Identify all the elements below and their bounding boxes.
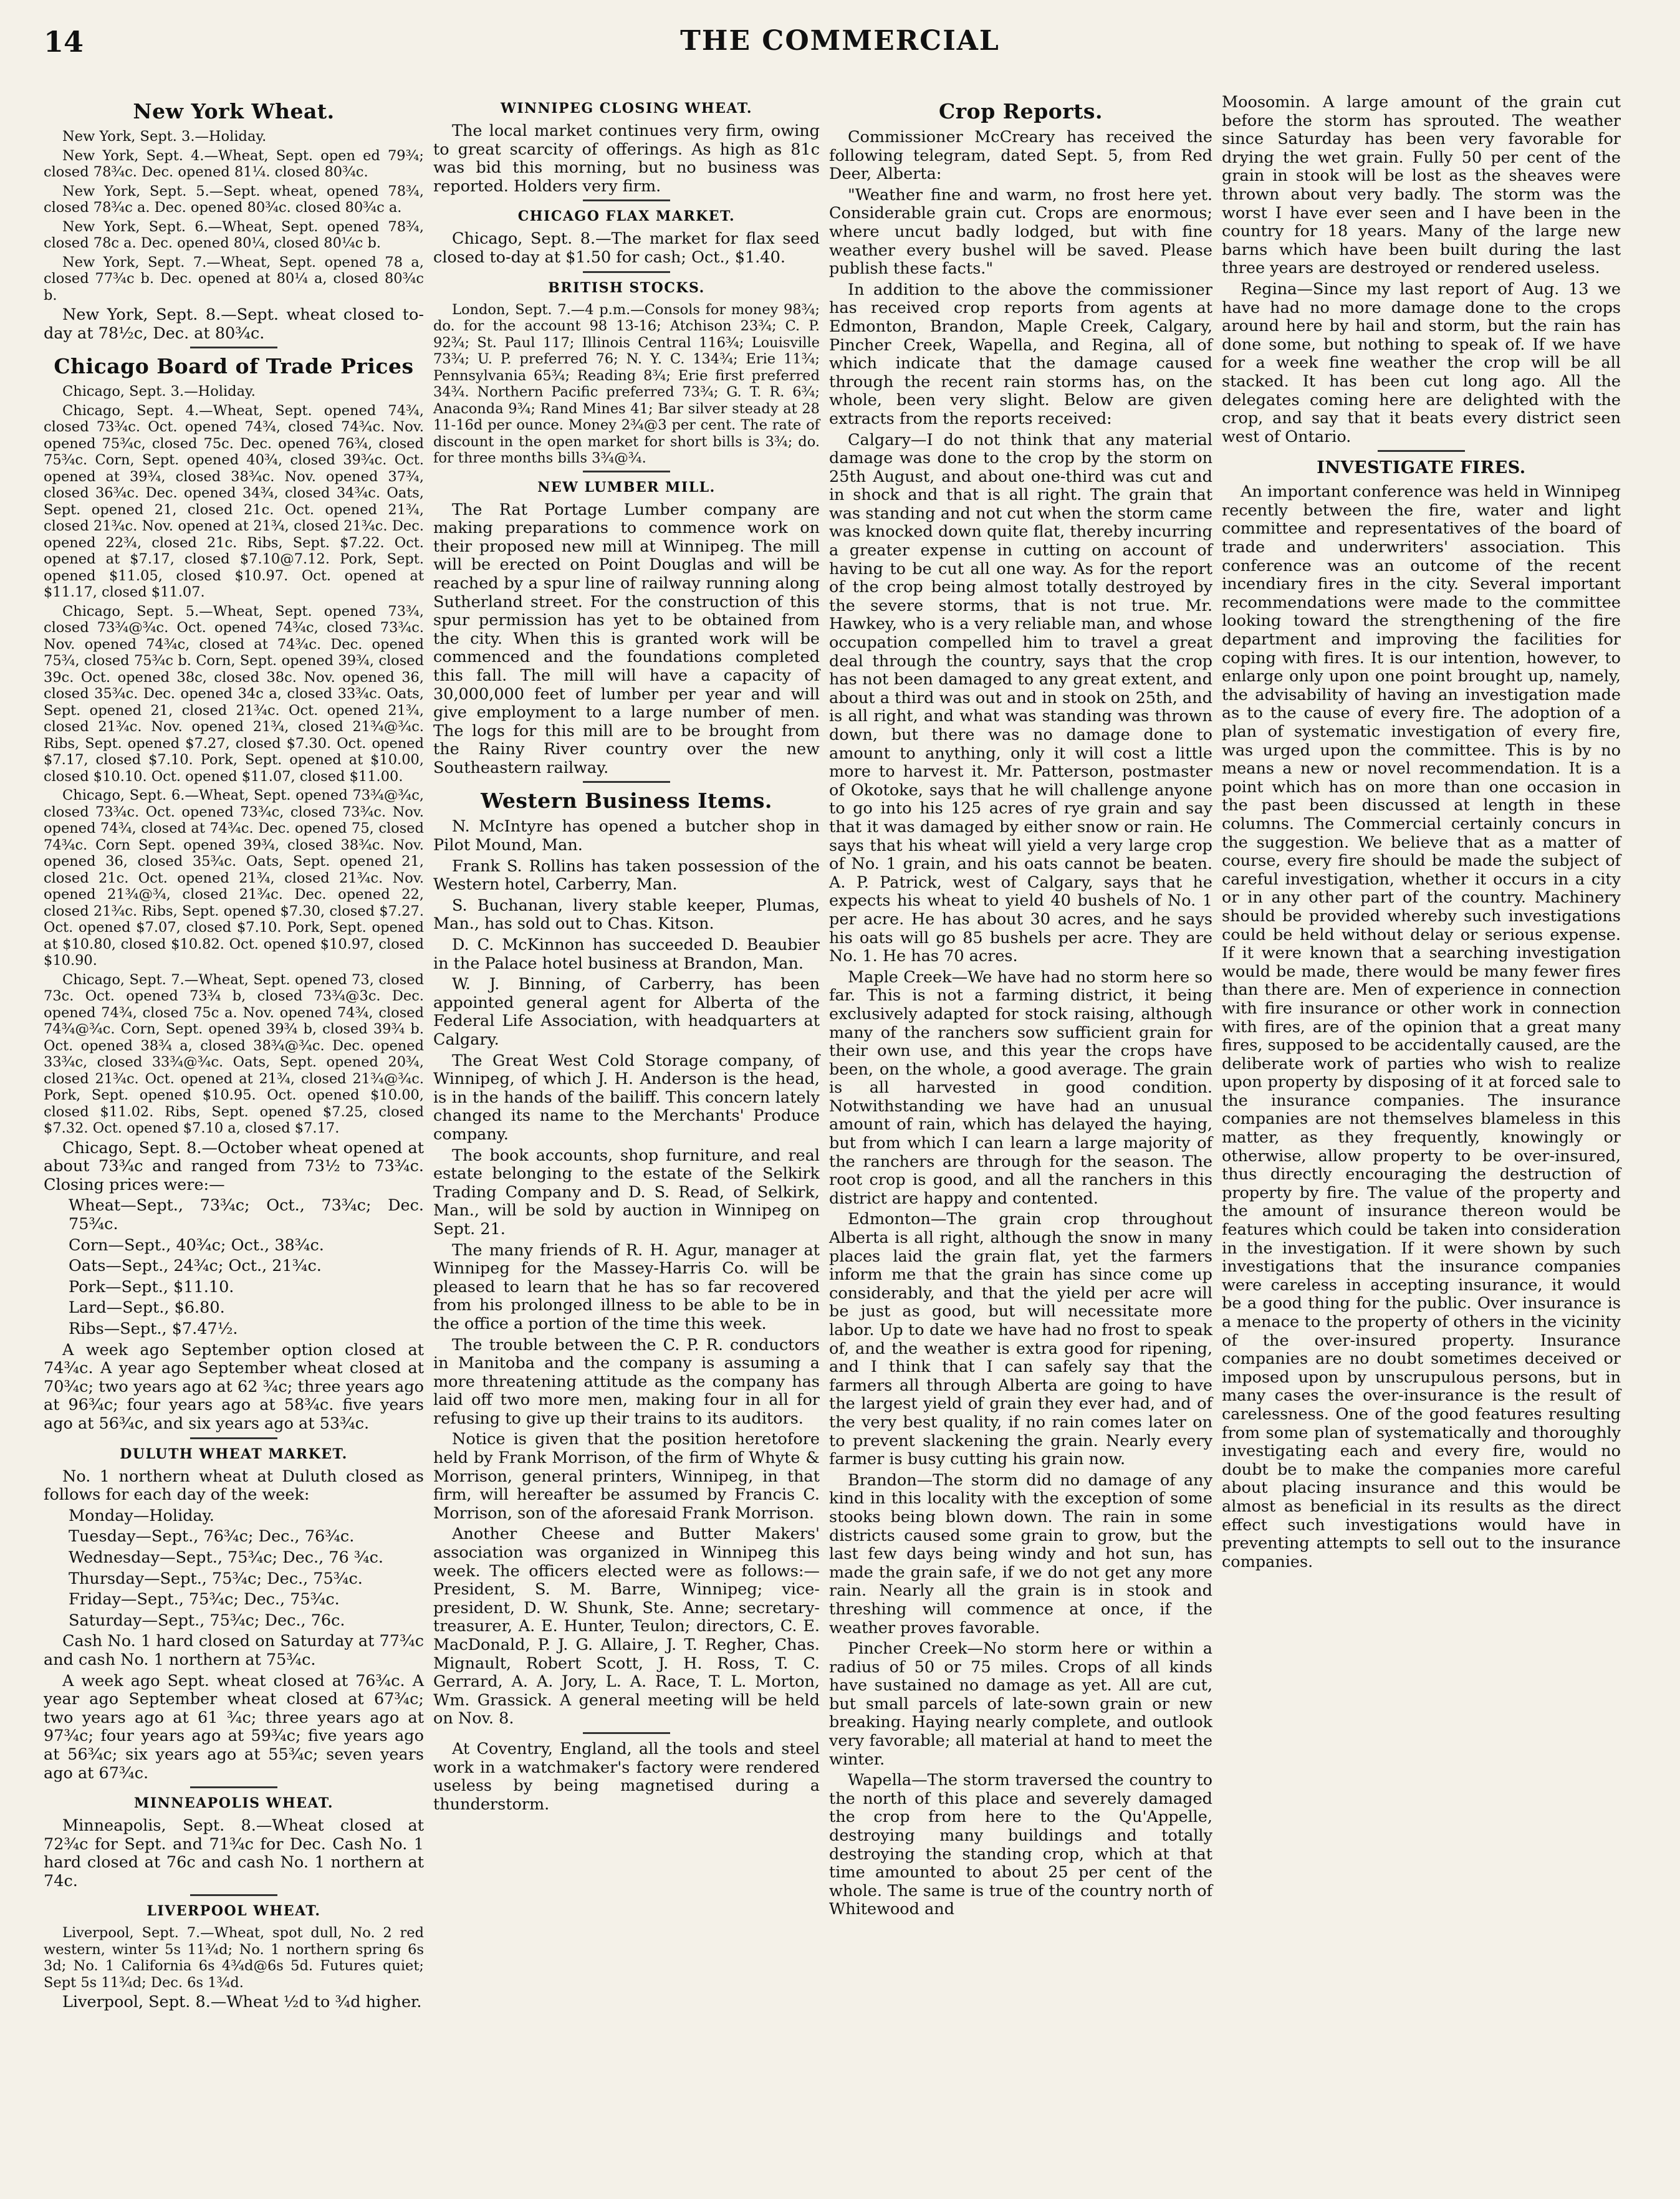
article-paragraph: A week ago Sept. wheat closed at 76¾c. A year ago September wheat closed at 67¾c; two years ago at 61 ¾c; three years ago at 97¾c; four years ago at 59¾c; five years ago at 56¾c; six years ago at 55¾c; seven years ago at 67¾c. (44, 1671, 424, 1783)
article-paragraph: At Coventry, England, all the tools and steel work in a watchmaker's factory were rendered useless by being magnetised during a thunderstorm. (433, 1739, 820, 1814)
article-paragraph: Notice is given that the position heretofore held by Frank Morrison, of the firm of Whyte & Morrison, general printers, Winnipeg, in that firm, will hereafter be assumed by Francis C. Morrison, son of the aforesaid Frank Morrison. (433, 1430, 820, 1523)
article-paragraph: Wednesday—Sept., 75¾c; Dec., 76 ¾c. (69, 1548, 383, 1567)
article-heading: INVESTIGATE FIRES. (1317, 458, 1526, 478)
section-divider (190, 1894, 277, 1896)
article-paragraph: London, Sept. 7.—4 p.m.—Consols for money 98¾; do. for the account 98 13-16; Atchison 23¾; C. P. 92¾; St. Paul 117; Illinois Central 116¾; Louisville 73¾; U. P. preferred 76; N. Y. C. 134¾; Erie 11¾; Pennsylvania 65¾; Reading 8¾; Erie first preferred 34¾. Northern Pacific preferred 73¾; G. T. R. 6¾; Anaconda 9¾; Rand Mines 41; Bar silver steady at 28 11-16d per ounce. Money 2¾@3 per cent. The rate of discount in the open market for short bills is 3¾; do. for three months bills 3¾@¾. (433, 301, 820, 467)
article-paragraph: An important conference was held in Winnipeg recently between the fire, water and light committee and representatives of the board of trade and underwriters' association. This conference was an outcome of the recent incendiary fires in the city. Several important recommendations were made to the committee looking toward the strengthening of the fire department and improving the facilities for coping with fires. It is our intention, however, to enlarge only upon one point brought up, namely, the advisability of having an investigation made as to the cause of every fire. The adoption of a plan of systematic investigation of every fire, was urged upon the committee. This is by no means a new or novel recommendation. It is a point which has on more than one occasion in the past been discussed at length in these columns. The Commercial certainly concurs in the suggestion. We believe that as a matter of course, every fire should be made the subject of careful investigation, whether it occurs in a city or in any other part of the country. Machinery should be provided whereby such investigations could be held without delay or serious expense. If it were known that a searching investigation would be made, there would be many fewer fires than there are. Men of experience in connection with fire insurance or other work in connection with fires, are of the opinion that a great many fires, supposed to be accidentally caused, are the deliberate work of parties who wish to realize upon property by disposing of it at forced sale to the insurance companies. The insurance companies are not themselves blameless in this matter, as they frequently, knowingly or otherwise, allow property to be over-insured, thus directly encouraging the destruction of property by fire. The value of the property and the amount of insurance thereon would be features which could be taken into consideration in the investigation. If it were shown by such investigations that the insurance companies were careless in accepting insurance, it would be a good thing for the public. Over insurance is a menace to the property of others in the vicinity of the over-insured property. Insurance companies are no doubt sometimes deceived or imposed upon by unscrupulous persons, but in many cases the over-insurance is the result of carelessness. One of the good features resulting from some plan of systematically and thoroughly investigating each and every fire, would no doubt be to make the companies more careful about placing insurance and this would be almost as beneficial in its results as the direct effect such investigations would have in preventing attempts to sell out to the insurance companies. (1222, 482, 1621, 1571)
page-number: 14 (44, 25, 84, 59)
article-paragraph: The book accounts, shop furniture, and real estate belonging to the estate of the Selkirk Trading Company and D. S. Read, of Selkirk, Man., will be sold by auction in Winnipeg on Sept. 21. (433, 1146, 820, 1238)
masthead-title: THE COMMERCIAL (680, 25, 1000, 57)
article-paragraph: Commissioner McCreary has received the following telegram, dated Sept. 5, from Red Deer, Alberta: (829, 128, 1212, 184)
article-paragraph: The Great West Cold Storage company, of Winnipeg, of which J. H. Anderson is the head, is in the hands of the bailiff. This concern lately changed its name to the Merchants' Produce company. (433, 1051, 820, 1144)
article-paragraph: Frank S. Rollins has taken possession of the Western hotel, Carberry, Man. (433, 856, 820, 894)
article-heading: Chicago Board of Trade Prices (54, 354, 414, 379)
article-paragraph: N. McIntyre has opened a butcher shop in Pilot Mound, Man. (433, 817, 820, 855)
article-paragraph: The Rat Portage Lumber company are making preparations to commence work on their proposed new mill at Winnipeg. The mill will be erected on Point Douglas and will be reached by a spur line of railway running along Sutherland street. For the construction of this spur permission has yet to be obtained from the city. When this is granted work will be commenced and the foundations completed this fall. The mill will have a capacity of 30,000,000 feet of lumber per year and will give employment to a large number of men. The logs for this mill are to be brought from the Rainy River country over the new Southeastern railway. (433, 500, 820, 777)
article-paragraph: New York, Sept. 6.—Wheat, Sept. opened 78¾, closed 78c a. Dec. opened 80¼, closed 80¼c b. (44, 218, 424, 251)
article-paragraph: Cash No. 1 hard closed on Saturday at 77¾c and cash No. 1 northern at 75¾c. (44, 1632, 424, 1669)
article-heading: Western Business Items. (481, 788, 772, 813)
article-paragraph: Pincher Creek—No storm here or within a radius of 50 or 75 miles. Crops of all kinds have sustained no damage as yet. All are cut, but small parcels of late-sown grain or new breaking. Haying nearly complete, and outlook very favorable; all material at hand to meet the winter. (829, 1639, 1212, 1769)
article-paragraph: Wheat—Sept., 73¾c; Oct., 73¾c; Dec. 75¾c. (69, 1196, 424, 1234)
article-paragraph: Thursday—Sept., 75¾c; Dec., 75¾c. (69, 1569, 363, 1588)
article-paragraph: Lard—Sept., $6.80. (69, 1298, 225, 1318)
article-paragraph: Chicago, Sept. 4.—Wheat, Sept. opened 74¾, closed 73¾c. Oct. opened 74¾, closed 74¾c. Nov. opened 75¾c, closed 75c. Dec. opened 76¾, closed 75¾c. Corn, Sept. opened 40¾, closed 39¾c. Oct. opened at 39¾, closed 38¾c. Nov. opened 37¾, closed 36¾c. Dec. opened 34¾, closed 34¾c. Oats, Sept. opened 21, closed 21c. Oct. opened 21¾, closed 21¾c. Nov. opened at 21¾, closed 21¾c. Dec. opened 22¾, closed 21c. Ribs, Sept. $7.22. Oct. opened at $7.17, closed $7.10@7.12. Pork, Sept. opened $11.05, closed $10.97. Oct. opened at $11.17, closed $11.07. (44, 402, 424, 601)
page-header (0, 0, 1680, 81)
article-paragraph: New York, Sept. 8.—Sept. wheat closed to-day at 78½c, Dec. at 80¾c. (44, 305, 424, 343)
article-paragraph: Chicago, Sept. 6.—Wheat, Sept. opened 73¾@¾c, closed 73¾c. Oct. opened 73¾c, closed 73¾c. Nov. opened 74¾, closed at 74¾c. Dec. opened 75, closed 74¾c. Corn Sept. opened 39¾, closed 38¾c. Nov. opened 36, closed 35¾c. Oats, Sept. opened 21, closed 21c. Oct. opened 21¾, closed 21¾c. Nov. opened 21¾@¾, closed 21¾c. Dec. opened 22, closed 21¾c. Ribs, Sept. opened $7.30, closed $7.27. Oct. opened $7.07, closed $7.10. Pork, Sept. opened at $10.80, closed $10.82. Oct. opened $10.97, closed $10.90. (44, 787, 424, 969)
article-paragraph: A week ago September option closed at 74¾c. A year ago September wheat closed at 70¾c; two years ago at 62 ¾c; three years ago at 96¾c; four years ago at 58¾c. five years ago at 56¾c, and six years ago at 53¾c. (44, 1340, 424, 1433)
article-paragraph: Tuesday—Sept., 76¾c; Dec., 76¾c. (69, 1527, 355, 1546)
article-heading: Crop Reports. (939, 99, 1103, 123)
article-paragraph: Oats—Sept., 24¾c; Oct., 21¾c. (69, 1257, 322, 1276)
article-paragraph: Maple Creek—We have had no storm here so far. This is not a farming district, it being exclusively adapted for stock raising, although many of the ranchers sow sufficient grain for their own use, and this year the crops have been, on the whole, a good average. The grain is all harvested in good condition. Notwithstanding we have had an unusual amount of rain, which has delayed the haying, but from which I can learn a large majority of the ranchers are through for the season. The root crop is good, and all the ranchers in this district are happy and contented. (829, 967, 1212, 1208)
article-paragraph: Edmonton—The grain crop throughout Alberta is all right, although the snow in many places laid the grain flat, yet the farmers inform me that the grain has since come up considerably, and that the yield per acre will be just as good, but will necessitate more labor. Up to date we have had no frost to speak of, and the weather is extra good for ripening, and I think that I can safely say that the farmers all through Alberta are going to have the largest yield of grain they ever had, and of the very best quality, if no rain comes later on to prevent slackening the grain. Nearly every farmer is busy cutting his grain now. (829, 1210, 1212, 1469)
article-paragraph: S. Buchanan, livery stable keeper, Plumas, Man., has sold out to Chas. Kitson. (433, 896, 820, 934)
section-divider (190, 347, 277, 348)
article-paragraph: Friday—Sept., 75¾c; Dec., 75¾c. (69, 1590, 340, 1609)
article-paragraph: The local market continues very firm, owing to great scarcity of offerings. As high as 81c was bid this morning, but no business was reported. Holders very firm. (433, 122, 820, 196)
article-paragraph: The trouble between the C. P. R. conductors in Manitoba and the company is assuming a more threatening attitude as the company has laid off two more men, making four in all for refusing to give up their trains to its auditors. (433, 1335, 820, 1428)
article-paragraph: New York, Sept. 5.—Sept. wheat, opened 78¾, closed 78¾c a. Dec. opened 80¾c. closed 80¾c a. (44, 183, 424, 216)
article-paragraph: Moosomin. A large amount of the grain cut before the storm has sprouted. The weather since Saturday has been very favorable for drying the wet grain. Fully 50 per cent of the grain in stook will be lost as the sheaves were thrown about very badly. The storm was the worst I have ever seen and I have been in the country for 18 years. Many of the large new barns which have been built during the last three years are destroyed or rendered useless. (1222, 93, 1621, 278)
section-divider (190, 1786, 277, 1788)
article-paragraph: New York, Sept. 7.—Wheat, Sept. opened 78 a, closed 77¾c b. Dec. opened at 80¼ a, closed 80¾c b. (44, 254, 424, 304)
column-4 (1222, 93, 1621, 1574)
article-paragraph: Regina—Since my last report of Aug. 13 we have had no more damage done to the crops around here by hail and storm, but the rain has done some, but nothing to speak of. If we have for a week fine weather the crop will be all stacked. It has been cut long ago. All the delegates coming here are delighted with the crop, and say that it beats every district seen west of Ontario. (1222, 279, 1621, 446)
article-paragraph: Ribs—Sept., $7.47½. (69, 1320, 238, 1339)
article-paragraph: Another Cheese and Butter Makers' association was organized in Winnipeg this week. The officers elected were as follows:—President, S. M. Barre, Winnipeg; vice-president, D. W. Shunk, Ste. Anne; secretary-treasurer, A. E. Hunter, Teulon; directors, C. E. MacDonald, P. J. G. Allaire, J. T. Regher, Chas. Mignault, Robert Scott, J. H. Ross, T. C. Gerrard, A. A. Jory, L. A. Race, T. L. Morton, Wm. Grassick. A general meeting will be held on Nov. 8. (433, 1525, 820, 1728)
article-heading: LIVERPOOL WHEAT. (146, 1903, 321, 1920)
article-heading: NEW LUMBER MILL. (537, 479, 716, 496)
article-heading: DULUTH WHEAT MARKET. (120, 1445, 348, 1462)
section-divider (583, 271, 670, 273)
article-paragraph: Calgary—I do not think that any material damage was done to the crop by the storm on 25th August, and about one-third was cut and in shock and that is all right. The grain that was standing and not cut when the storm came was knocked down quite flat, thereby incurring a greater expense in cutting on account of having to be cut all one way. As for the report of the crop being almost totally destroyed by the severe storms, that is not true. Mr. Hawkey, who is a very reliable man, and whose occupation compelled him to travel a great deal through the country, says that the crop has not been damaged to any great extent, and about a third was out and in stook on 25th, and is all right, and what was standing was thrown down, but there was no damage done to amount to anything, only it will cost a little more to harvest it. Mr. Patterson, postmaster of Okotoke, says that he will challenge anyone to go into his 125 acres of rye grain and say that it was damaged by either snow or rain. He says that his wheat will yield a very large crop of No. 1 grain, and his oats cannot be beaten. A. P. Patrick, west of Calgary, says that he expects his wheat to yield 40 bushels of No. 1 per acre. He has about 30 acres, and he says his oats will go 85 bushels per acre. They are No. 1. He has 70 acres. (829, 430, 1212, 966)
article-paragraph: "Weather fine and warm, no frost here yet. Considerable grain cut. Crops are enormous; where uncut badly lodged, but with fine weather every bushel will be saved. Please publish these facts." (829, 185, 1212, 279)
article-paragraph: Corn—Sept., 40¾c; Oct., 38¾c. (69, 1235, 324, 1255)
article-paragraph: The many friends of R. H. Agur, manager at Winnipeg for the Massey-Harris Co. will be pleased to learn that he has so far recovered from his prolonged illness to be able to be in the office a portion of the time this week. (433, 1240, 820, 1333)
article-paragraph: Brandon—The storm did no damage of any kind in this locality with the exception of some stooks being blown down. The rain in some districts caused some grain to grow, but the last few days being windy and hot sun, has made the grain safe, if we do not get any more rain. Nearly all the grain is in stook and threshing will commence at once, if the weather proves favorable. (829, 1470, 1212, 1637)
section-divider (583, 199, 670, 201)
section-divider (1378, 450, 1465, 452)
article-paragraph: Monday—Holiday. (69, 1506, 214, 1525)
article-paragraph: New York, Sept. 3.—Holiday. (62, 128, 267, 145)
article-heading: CHICAGO FLAX MARKET. (517, 208, 736, 225)
article-paragraph: W. J. Binning, of Carberry, has been appointed general agent for Alberta of the Federal Life Association, with headquarters at Calgary. (433, 975, 820, 1049)
column-1 (44, 93, 424, 2015)
article-paragraph: Chicago, Sept. 7.—Wheat, Sept. opened 73, closed 73c. Oct. opened 73¾ b, closed 73¾@3c. Dec. opened 74¾, closed 75c a. Nov. opened 74¾, closed 74¾@¾c. Corn, Sept. opened 39¾ b, closed 39¾ b. Oct. opened 38¾ a, closed 38¾@¾c. Dec. opened 33¾c, closed 33¾@¾c. Oats, Sept. opened 20¾, closed 21¾c. Oct. opened at 21¾, closed 21¾@¾c. Pork, Sept. opened $10.95. Oct. opened $10.00, closed $11.02. Ribs, Sept. opened $7.25, closed $7.32. Oct. opened $7.10 a, closed $7.17. (44, 971, 424, 1137)
article-paragraph: No. 1 northern wheat at Duluth closed as follows for each day of the week: (44, 1467, 424, 1505)
column-2 (433, 93, 820, 1816)
article-paragraph: Minneapolis, Sept. 8.—Wheat closed at 72¾c for Sept. and 71¾c for Dec. Cash No. 1 hard closed at 76c and cash No. 1 northern at 74c. (44, 1816, 424, 1890)
article-paragraph: Liverpool, Sept. 7.—Wheat, spot dull, No. 2 red western, winter 5s 11¾d; No. 1 northern spring 6s 3d; No. 1 California 6s 4¾d@6s 5d. Futures quiet; Sept 5s 11¾d; Dec. 6s 1¾d. (44, 1925, 424, 1991)
article-paragraph: Chicago, Sept. 8.—October wheat opened at about 73¾c and ranged from 73½ to 73¾c. Closing prices were:— (44, 1138, 424, 1194)
article-paragraph: Saturday—Sept., 75¾c; Dec., 76c. (69, 1611, 345, 1630)
article-heading: WINNIPEG CLOSING WHEAT. (501, 100, 752, 117)
article-paragraph: Pork—Sept., $11.10. (69, 1277, 234, 1296)
article-paragraph: Wapella—The storm traversed the country to the north of this place and severely damaged the crop from here to the Qu'Appelle, destroying many buildings and totally destroying the standing crop, which at that time amounted to about 25 per cent of the whole. The same is true of the country north of Whitewood and (829, 1771, 1212, 1919)
article-paragraph: Chicago, Sept. 8.—The market for flax seed closed to-day at $1.50 for cash; Oct., $1.40. (433, 229, 820, 267)
section-divider (190, 1437, 277, 1439)
article-paragraph: Chicago, Sept. 3.—Holiday. (62, 383, 256, 400)
article-heading: BRITISH STOCKS. (548, 279, 705, 296)
article-paragraph: Chicago, Sept. 5.—Wheat, Sept. opened 73¾, closed 73¾@¾c. Oct. opened 74¾c, closed 73¾c. Nov. opened 74¾c, closed at 74¾c. Dec. opened 75¾, closed 75¾c b. Corn, Sept. opened 39¾, closed 39c. Oct. opened 38c, closed 38c. Nov. opened 36, closed 35¾c. Dec. opened 34c a, closed 33¾c. Oats, Sept. opened 21, closed 21¾c. Oct. opened 21¾, closed 21¾c. Nov. opened 21¾, closed 21¾@¾c. Ribs, Sept. opened $7.27, closed $7.30. Oct. opened $7.17, closed $7.10. Pork, Sept. opened at $10.00, closed $10.10. Oct. opened $11.07, closed $11.00. (44, 603, 424, 785)
section-divider (583, 1732, 670, 1734)
article-paragraph: In addition to the above the commissioner has received crop reports from agents at Edmonton, Brandon, Maple Creek, Calgary, Pincher Creek, Wapella, and Regina, all of which indicate that the damage caused through the recent rain storms has, on the whole, been very slight. Below are given extracts from the reports received: (829, 280, 1212, 428)
article-paragraph: Liverpool, Sept. 8.—Wheat ½d to ¾d higher. (62, 1993, 422, 2012)
article-paragraph: D. C. McKinnon has succeeded D. Beaubier in the Palace hotel business at Brandon, Man. (433, 936, 820, 973)
section-divider (583, 781, 670, 783)
article-heading: New York Wheat. (133, 99, 335, 123)
section-divider (583, 471, 670, 472)
column-3 (829, 93, 1212, 1922)
article-heading: MINNEAPOLIS WHEAT. (133, 1795, 334, 1812)
article-paragraph: New York, Sept. 4.—Wheat, Sept. open ed 79¾; closed 78¾c. Dec. opened 81¼. closed 80¾c. (44, 147, 424, 180)
